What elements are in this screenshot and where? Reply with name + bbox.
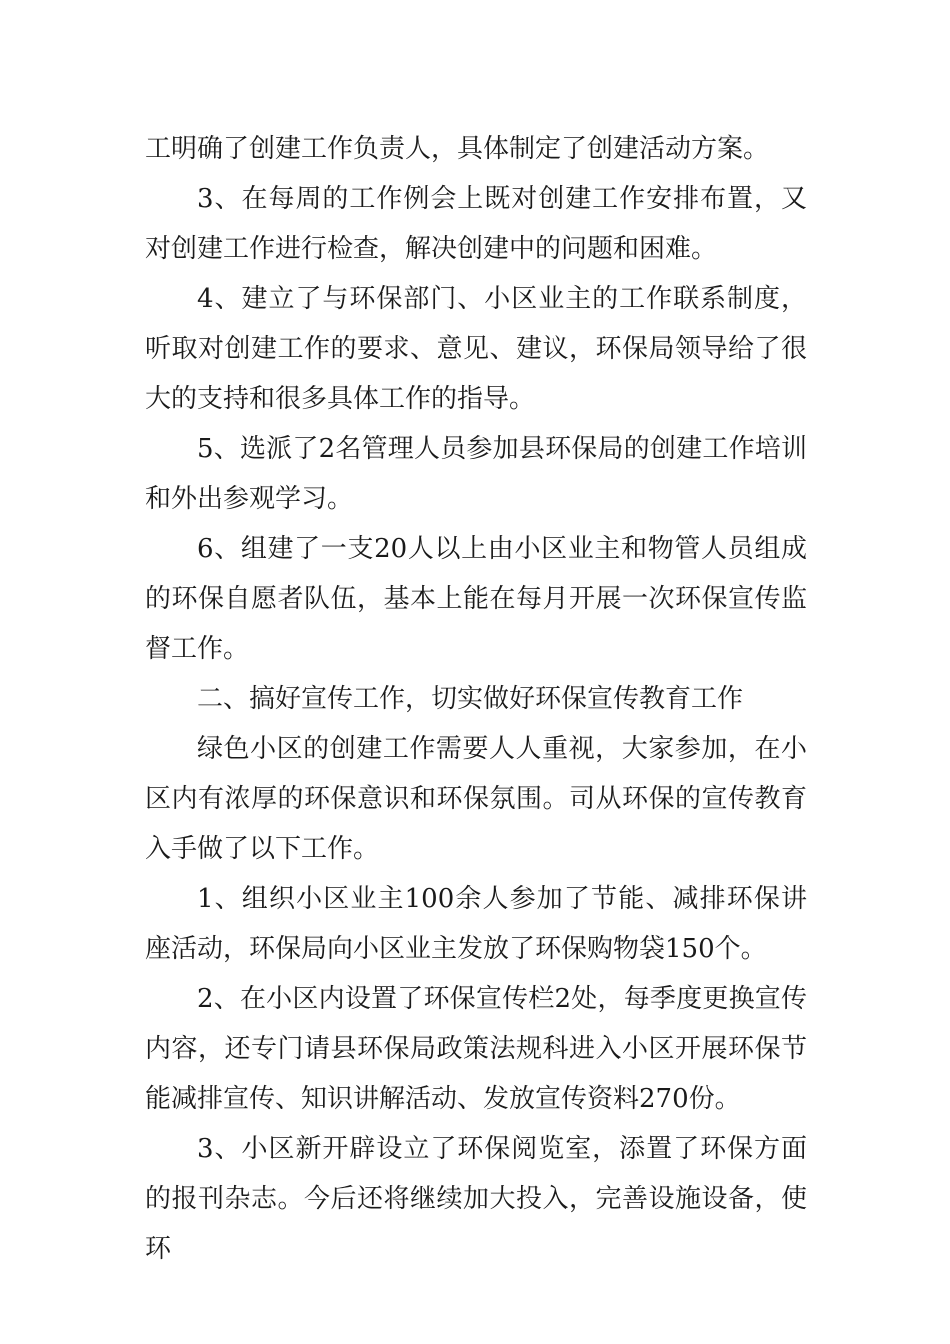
paragraph-intro: 绿色小区的创建工作需要人人重视，大家参加，在小区内有浓厚的环保意识和环保氛围。司从环保的宣传教育入手做了以下工作。 bbox=[145, 734, 807, 864]
paragraph-item-5: 5、选派了2名管理人员参加县环保局的创建工作培训和外出参观学习。 bbox=[145, 434, 807, 514]
document-body bbox=[145, 124, 807, 1274]
paragraph-item-1: 1、组织小区业主100余人参加了节能、减排环保讲座活动，环保局向小区业主发放了环保购物袋150个。 bbox=[145, 884, 807, 964]
paragraph-item-3b: 3、小区新开辟设立了环保阅览室，添置了环保方面的报刊杂志。今后还将继续加大投入，完善设施设备，使环 bbox=[145, 1134, 807, 1264]
paragraph-item-6: 6、组建了一支20人以上由小区业主和物管人员组成的环保自愿者队伍，基本上能在每月开展一次环保宣传监督工作。 bbox=[145, 534, 807, 664]
paragraph-item-3: 3、在每周的工作例会上既对创建工作安排布置，又对创建工作进行检查，解决创建中的问题和困难。 bbox=[145, 184, 807, 264]
section-heading-2: 二、搞好宣传工作，切实做好环保宣传教育工作 bbox=[197, 684, 744, 714]
paragraph-item-2: 2、在小区内设置了环保宣传栏2处，每季度更换宣传内容，还专门请县环保局政策法规科进入小区开展环保节能减排宣传、知识讲解活动、发放宣传资料270份。 bbox=[145, 984, 807, 1114]
paragraph-item-4: 4、建立了与环保部门、小区业主的工作联系制度，听取对创建工作的要求、意见、建议，环保局领导给了很大的支持和很多具体工作的指导。 bbox=[145, 284, 807, 414]
paragraph-continuation: 工明确了创建工作负责人，具体制定了创建活动方案。 bbox=[145, 134, 770, 164]
